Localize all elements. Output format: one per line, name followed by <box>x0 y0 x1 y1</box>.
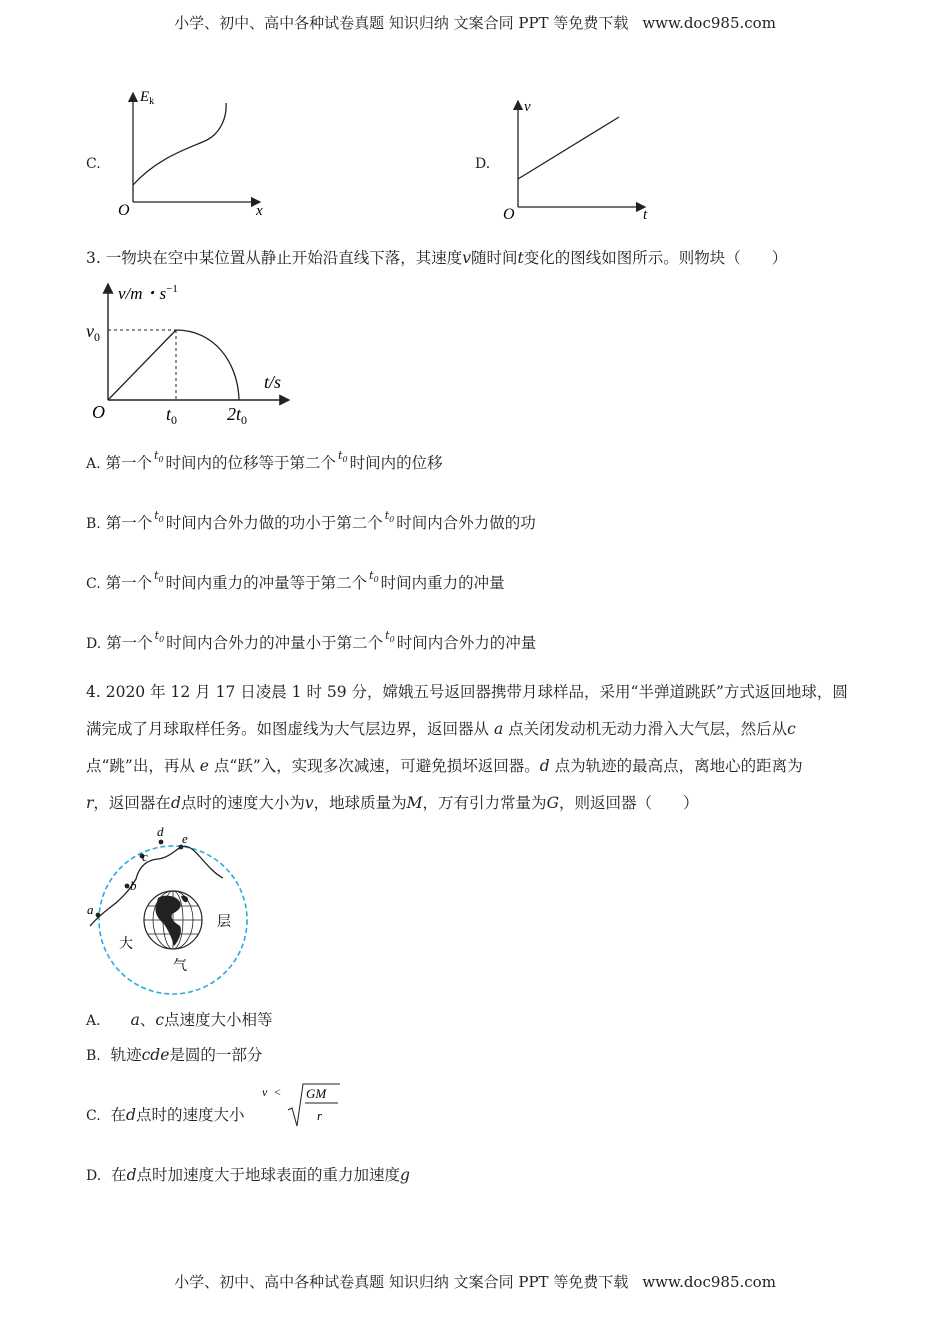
point-b <box>125 884 130 889</box>
svg-text:v: v <box>262 1085 268 1099</box>
header-text: 小学、初中、高中各种试卷真题 知识归纳 文案合同 PPT 等免费下载 <box>174 14 629 32</box>
q2-option-c-letter: C. <box>86 156 101 172</box>
atm-char-1: 大 <box>119 937 133 952</box>
earth-globe <box>144 891 202 949</box>
label-b: b <box>130 878 137 893</box>
label-c: c <box>142 849 148 864</box>
q3-v0-label: $v_0$ <box>86 321 100 344</box>
q4-stem-line3: 点“跳”出，再从 e 点“跃”入，实现多次减速，可避免损坏返回器。d 点为轨迹的最高点，离地心的距离为 <box>86 757 803 775</box>
q2-graph-d <box>495 95 665 230</box>
q3-option-b: B. 第一个 $^{t_0}$ 时间内合外力做的功小于第二个 $^{t_0}$ 时间内合外力做的功 <box>86 509 536 532</box>
label-d: d <box>157 824 164 839</box>
q3-t0-label: $t_0$ <box>166 404 178 427</box>
q2d-x-label: t <box>643 207 648 223</box>
atm-char-2: 气 <box>173 959 187 974</box>
header-site: www.doc985.com <box>642 14 776 32</box>
q4-stem-line1: 4. 2020 年 12 月 17 日凌晨 1 时 59 分，嫦娥五号返回器携带月球样品，采用“半弹道跳跃”方式返回地球，圆 <box>86 683 848 701</box>
svg-text:r: r <box>317 1108 323 1123</box>
q3-option-c: C. 第一个 $^{t_0}$ 时间内重力的冲量等于第二个 $^{t_0}$ 时间内重力的冲量 <box>86 569 505 592</box>
q4-option-b: B. 轨迹cde是圆的一部分 <box>86 1046 263 1064</box>
svg-text:<: < <box>274 1085 281 1099</box>
q2c-y-label: $E_k$ <box>140 89 155 107</box>
q4-option-d: D. 在d点时加速度大于地球表面的重力加速度g <box>86 1166 410 1184</box>
q3-falling-curve <box>176 330 239 400</box>
q2d-origin: O <box>503 206 515 223</box>
point-a <box>96 913 101 918</box>
q3-vt-graph <box>86 280 306 430</box>
q4-stem-line4: r，返回器在d点时的速度大小为v，地球质量为M，万有引力常量为G，则返回器（ ） <box>86 794 699 812</box>
q4-atmosphere-figure <box>84 822 259 1002</box>
q3-x-label: t/s <box>264 372 282 392</box>
page-header <box>0 12 950 33</box>
q2-graph-c <box>110 85 280 225</box>
q2d-y-label: v <box>524 99 531 115</box>
footer-site: www.doc985.com <box>642 1273 776 1291</box>
q3-option-d: D. 第一个 $^{t_0}$ 时间内合外力的冲量小于第二个 $^{t_0}$ 时间内合外力的冲量 <box>86 629 537 652</box>
q2-option-d-letter: D. <box>475 156 491 172</box>
svg-text:GM: GM <box>306 1086 327 1101</box>
footer-text: 小学、初中、高中各种试卷真题 知识归纳 文案合同 PPT 等免费下载 <box>174 1273 629 1291</box>
page-footer <box>0 1271 950 1292</box>
label-a: a <box>87 902 94 917</box>
q3-stem: 3. 一物块在空中某位置从静止开始沿直线下落，其速度v随时间t变化的图线如图所示。则物块（ ） <box>86 249 788 267</box>
q3-2t0-label: $2t_0$ <box>227 404 248 427</box>
atm-char-3: 层 <box>217 915 231 930</box>
label-e: e <box>182 831 188 846</box>
q2c-curve <box>133 103 226 185</box>
q3-option-a: A. 第一个 $^{t_0}$ 时间内的位移等于第二个 $^{t_0}$ 时间内的位移 <box>86 449 443 472</box>
q2c-origin: O <box>118 202 130 219</box>
q4-option-c: C. 在d点时的速度大小 <box>86 1106 245 1124</box>
q2d-line <box>518 117 619 179</box>
point-d <box>159 840 164 845</box>
q3-y-label: v/m・$s^{-1}$ <box>118 283 178 303</box>
q4-stem-line2: 满完成了月球取样任务。如图虚线为大气层边界，返回器从 a 点关闭发动机无动力滑入大气层，然后从c <box>86 720 796 738</box>
q4-option-c-formula <box>262 1078 344 1130</box>
q3-rising-line <box>108 330 176 400</box>
q3-origin: O <box>92 402 105 422</box>
q2c-x-label: x <box>256 203 263 219</box>
q4-option-a: A. a、c点速度大小相等 <box>86 1011 273 1029</box>
